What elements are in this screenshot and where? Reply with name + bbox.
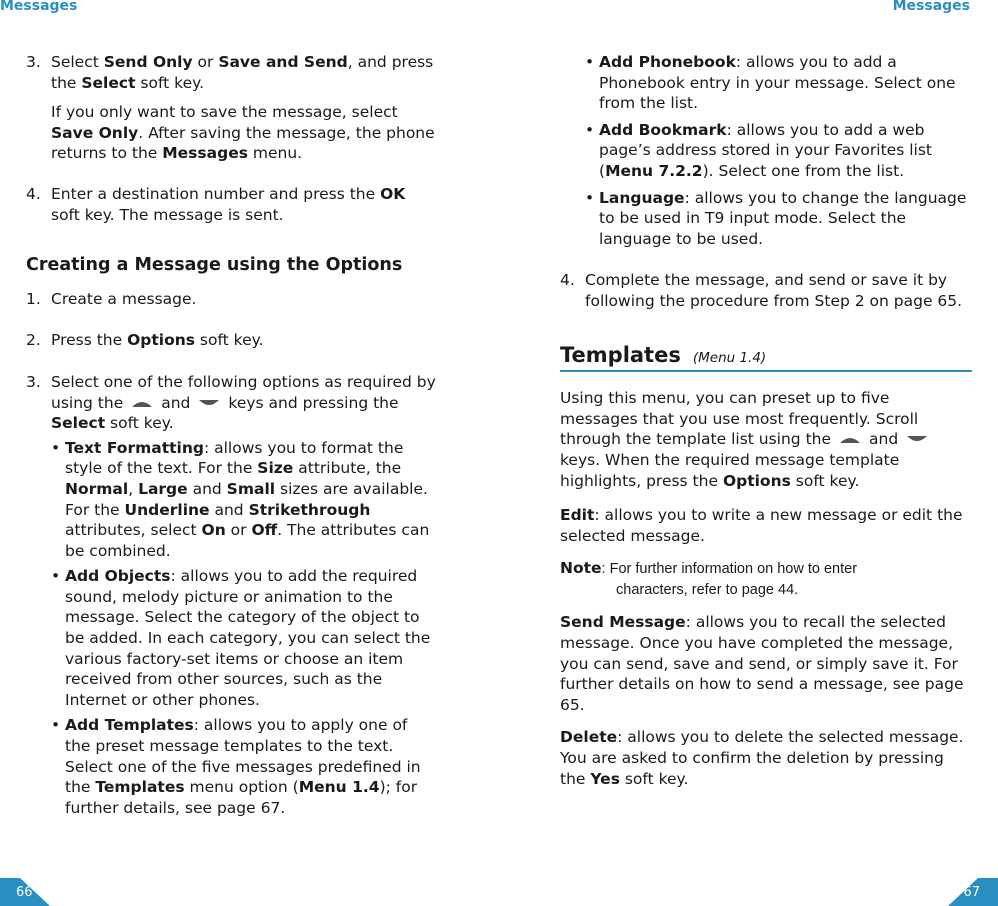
bold-term: Menu 7.2.2 [605, 161, 703, 180]
up-key-icon [839, 435, 861, 444]
up-key-icon [131, 399, 153, 408]
text: Select [51, 53, 104, 71]
text: soft key. The message is sent. [51, 205, 284, 224]
edit-option [560, 505, 972, 546]
header-left-title: Messages [0, 0, 78, 14]
text: : allows you to add a web page’s address stored in your Favorites list ( [599, 120, 932, 180]
text: . The attributes can be combined. [65, 521, 430, 560]
down-key-icon [906, 435, 928, 444]
text: Select one of the following options as required by using the [51, 372, 436, 412]
step-text [51, 372, 436, 434]
bold-term: Select [81, 73, 136, 92]
text: soft key. [195, 331, 264, 350]
page-number-left: 66 [16, 885, 33, 900]
bold-term: Add Templates [65, 716, 194, 735]
bold-term: Add Objects [65, 567, 171, 586]
text: : allows you to add the required sound, melody picture or animation to the message. Select the category of the object to be added. In each category, you can select the various factory-set items or choose an item received from other sources, such as the Internet or other phones. [65, 567, 431, 709]
text: menu. [247, 144, 303, 163]
bullet-text [599, 52, 972, 114]
bullet-add-objects [51, 566, 436, 710]
header-right-title: Messages [892, 0, 970, 14]
bold-term: Send Message [560, 613, 686, 632]
step-number: 4. [26, 184, 41, 203]
bullet-dot: • [585, 188, 595, 207]
text: ); for further details, see page 67. [65, 778, 418, 817]
bullet-dot: • [51, 716, 61, 735]
text: attributes, select [65, 521, 202, 540]
bold-term: Menu 1.4 [298, 778, 380, 797]
step-3-select-option [26, 372, 436, 434]
bold-term: OK [380, 184, 406, 203]
page-number-tab-left [0, 876, 50, 906]
note-text: : For further information on how to enter [601, 561, 858, 578]
text: or [192, 53, 219, 71]
text: soft key. [135, 73, 205, 92]
bold-term: Add Phonebook [599, 53, 736, 71]
text: keys and pressing the [228, 393, 399, 412]
step-number: 3. [26, 372, 41, 391]
bold-term: Add Bookmark [599, 120, 727, 139]
templates-title: Templates [560, 342, 681, 367]
text: attribute, the [293, 459, 402, 478]
step-number: 4. [560, 271, 575, 290]
step-text [51, 330, 436, 351]
bullet-text [599, 120, 972, 182]
bullet-dot: • [51, 567, 61, 586]
bold-term: Yes [590, 769, 620, 788]
bold-term: Normal [65, 479, 129, 498]
text: Using this menu, you can preset up to five messages that you use most frequently. Scroll through the template list using the [560, 389, 919, 449]
bullet-add-bookmark [585, 120, 972, 182]
down-key-icon [198, 399, 220, 408]
bold-term: Delete [560, 728, 618, 747]
bullet-language [585, 188, 972, 250]
step-number: 2. [26, 331, 41, 350]
bold-term: Language [599, 188, 685, 207]
text: : allows you to write a new message or edit the selected message. [560, 506, 963, 545]
right-page-column [560, 52, 972, 789]
text: soft key. [790, 471, 860, 490]
text: or [225, 521, 252, 540]
step-number: 1. [26, 289, 41, 308]
bullet-add-templates [51, 715, 436, 818]
note-text-continued: characters, refer to page 44. [616, 581, 799, 598]
text: : allows you to format the style of the text. For the [65, 438, 404, 478]
bold-term: Small [226, 479, 276, 498]
text: ). Select one from the list. [702, 161, 905, 180]
step-4-complete [560, 270, 972, 311]
step-3-select-send [26, 52, 436, 93]
bullet-dot: • [51, 438, 61, 457]
bullet-add-phonebook [585, 52, 972, 114]
text: Press the [51, 331, 128, 350]
text: : allows you to apply one of the preset message templates to the text. Select one of the five messages predefined in the [65, 716, 421, 797]
bullet-dot: • [585, 53, 595, 71]
step-text [51, 184, 436, 225]
bold-term: Save and Send [218, 53, 348, 71]
text: , [128, 479, 139, 498]
text: . After saving the message, the phone returns to the [51, 123, 435, 163]
step-2-options [26, 330, 436, 351]
section-heading: Creating a Message using the Options [26, 255, 403, 276]
bold-term: Text Formatting [65, 438, 204, 457]
note [560, 558, 972, 600]
text: sizes are available. For the [65, 479, 428, 519]
bullet-text [599, 188, 972, 250]
save-only-paragraph [51, 102, 436, 164]
bold-term: Large [138, 479, 188, 498]
bold-term: Send Only [103, 53, 193, 71]
bold-term: Select [51, 414, 106, 433]
step-1-create [26, 289, 436, 310]
bold-term: Size [257, 459, 294, 478]
text: , and press the [51, 53, 434, 92]
templates-heading [560, 342, 972, 373]
bold-term: On [201, 521, 226, 540]
text: and [161, 393, 191, 412]
step-text [51, 52, 436, 93]
templates-intro [560, 388, 972, 491]
left-page-column [26, 52, 436, 818]
text: soft key. [619, 769, 689, 788]
text: : allows you to change the language to be used in T9 input mode. Select the language to be used. [599, 188, 967, 248]
delete-option [560, 727, 972, 789]
step-text: Create a message. [51, 289, 197, 308]
text: : allows you to delete the selected message. You are asked to confirm the deletion by pressing the [560, 728, 964, 788]
step-4-destination [26, 184, 436, 225]
bullet-text [65, 715, 436, 818]
bullet-dot: • [585, 120, 595, 139]
text: Enter a destination number and press the [51, 184, 381, 203]
bold-term: Options [127, 331, 195, 350]
text: If you only want to save the message, select [51, 103, 398, 122]
text: keys. When the required message template highlights, press the [560, 450, 900, 490]
bold-term: Options [722, 471, 791, 490]
text: soft key. [105, 414, 174, 433]
step-text: Complete the message, and send or save it by following the procedure from Step 2 on page 65. [585, 271, 963, 310]
bold-term: Off [251, 521, 278, 540]
text: and [869, 430, 899, 449]
bold-term: Strikethrough [248, 500, 371, 519]
bullet-text [65, 566, 436, 710]
bold-term: Edit [560, 506, 595, 525]
text: and [187, 479, 227, 498]
bold-term: Underline [124, 500, 210, 519]
text: menu option ( [184, 778, 299, 797]
bold-term: Save Only [51, 123, 139, 142]
page-number-tab-right [948, 876, 998, 906]
templates-menu-ref: (Menu 1.4) [692, 349, 767, 366]
send-message-option [560, 612, 972, 715]
bold-term: Templates [95, 778, 185, 797]
bullet-text [65, 438, 436, 562]
page-number-right: 67 [963, 885, 980, 900]
note-label: Note [560, 559, 602, 578]
text: and [209, 500, 249, 519]
bullet-text-formatting [51, 438, 436, 562]
step-number: 3. [26, 53, 41, 71]
text: : allows you to recall the selected message. Once you have completed the message, you can send, save and send, or simply save it. For further details on how to send a message, see page 65. [560, 613, 964, 714]
bold-term: Messages [162, 144, 248, 163]
text: : allows you to add a Phonebook entry in your message. Select one from the list. [599, 53, 956, 113]
